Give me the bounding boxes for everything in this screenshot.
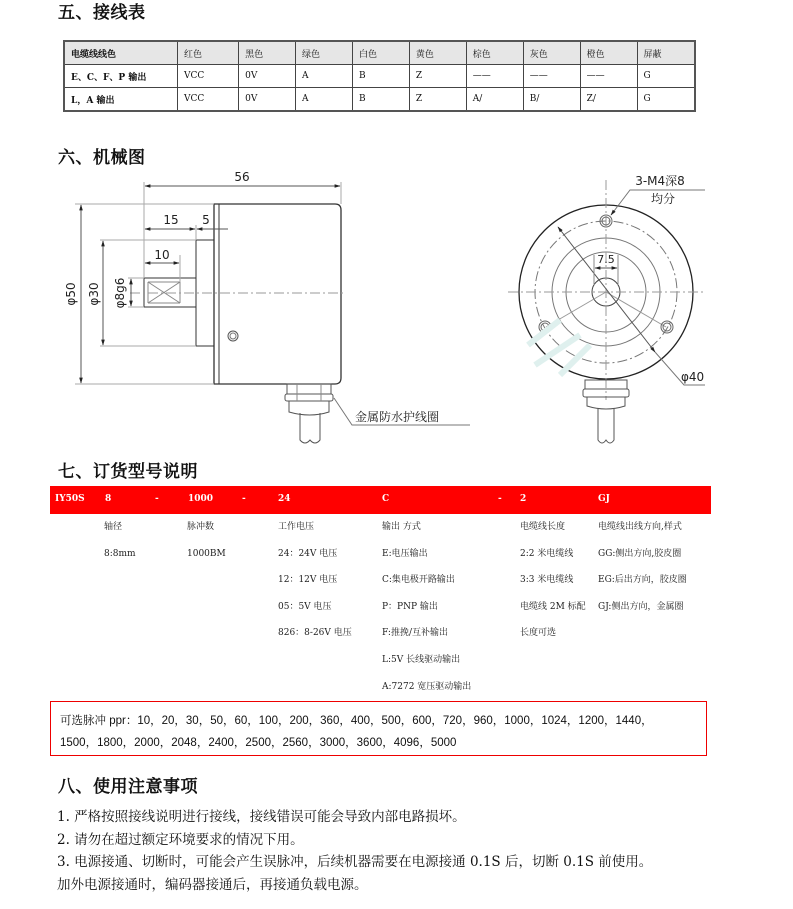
table-cell: 黄色 [409,41,466,65]
col-item: L:5V 长线驱动输出 [382,654,461,665]
col-item: 长度可选 [520,628,557,639]
table-cell: 电缆线线色 [64,41,178,65]
col-item: A:7272 宽压驱动输出 [382,681,472,692]
ppr-line: 可选脉冲 ppr：10，20，30，50，60，100，200，360，400，500，600，720，960，1000，1024，1200，1440， [60,715,653,727]
table-cell: 0V [239,65,296,88]
table-cell: Z/ [580,88,637,112]
holes-label: 3-M4深8 [635,174,685,188]
dim-flange: 5 [202,213,210,227]
table-cell: A [296,65,353,88]
table-header-row [64,41,695,65]
table-cell: 红色 [178,41,239,65]
table-cell: Z [409,65,466,88]
col-item: 电缆线出线方向,样式 [598,522,682,532]
col-ppr [187,514,226,567]
code-output: C [382,494,390,504]
col-item: 826：8-26V 电压 [278,628,352,639]
col-item: GG:侧出方向,胶皮圈 [598,548,682,559]
front-view-drawing [480,160,730,455]
order-code-bar [50,486,711,514]
dim-flat-length: 10 [154,248,170,262]
col-item: E:电压输出 [382,548,428,559]
table-cell: —— [523,65,580,88]
table-cell: B [352,65,409,88]
dim-body-dia: φ50 [64,282,78,306]
note-item: 1. 严格按照接线说明进行接线，接线错误可能会导致内部电路损坏。 [57,809,466,825]
dim-center: 7.5 [597,253,615,266]
code-model: IY50S [55,494,85,504]
ppr-options-box [50,701,707,756]
table-cell: B [352,88,409,112]
side-view-drawing [0,160,480,455]
col-item: 工作电压 [278,522,315,532]
table-row [64,88,695,112]
code-voltage: 24 [278,494,291,504]
section-title-wiring: 五、接线表 [58,3,146,23]
section-title-mechanical: 六、机械图 [58,148,146,168]
note-item: 加外电源接通时，编码器接通后，再接通负载电源。 [57,876,368,893]
table-cell: VCC [178,65,239,88]
col-item: 3:3 米电缆线 [520,575,574,586]
table-cell: G [637,65,695,88]
notes-list [57,806,652,896]
col-item: 12：12V 电压 [278,575,338,586]
dim-boss-dia: φ30 [87,282,101,306]
holes-sublabel: 均分 [650,192,676,206]
col-shaft [104,514,136,567]
col-item: 电缆线长度 [520,522,566,532]
dim-total-length: 56 [234,170,250,184]
table-cell: A/ [466,88,523,112]
table-cell: 0V [239,88,296,112]
table-cell: 黑色 [239,41,296,65]
table-cell: —— [580,65,637,88]
ppr-line: 1500，1800，2000，2048，2400，2500，2560，3000，3600，4096，5000 [60,737,457,749]
code-cable-length: 2 [520,494,527,504]
col-item: F:推挽/互补输出 [382,628,448,639]
col-item: 脉冲数 [187,522,215,532]
note-item: 3. 电源接通、切断时，可能会产生误脉冲，后续机器需要在电源接通 0.1S 后，切断 0.1S 前使用。 [57,854,653,870]
col-item: P：PNP 输出 [382,601,438,612]
dim-pcd: φ40 [681,370,705,384]
table-cell: 绿色 [296,41,353,65]
code-cable-dir: GJ [598,494,610,504]
table-cell: 灰色 [523,41,580,65]
col-cable-length [520,514,586,647]
section-title-notes: 八、使用注意事项 [58,777,198,797]
code-sep: - [155,494,159,504]
table-cell: VCC [178,88,239,112]
col-item: 05：5V 电压 [278,601,332,612]
code-sep: - [242,494,246,504]
col-item: 输出 方式 [382,522,421,532]
table-cell: E、C、F、P 输出 [64,65,178,88]
note-item: 2. 请勿在超过额定环境要求的情况下用。 [57,831,304,848]
col-voltage [278,514,352,647]
col-item: 2:2 米电缆线 [520,548,574,559]
col-output [382,514,471,700]
code-sep: - [498,494,502,504]
dim-shaft-length: 15 [163,213,179,227]
encoder-body [214,204,341,384]
table-row [64,65,695,88]
table-cell: 白色 [352,41,409,65]
col-item: GJ:侧出方向，金属圈 [598,601,684,612]
code-ppr: 1000 [188,494,214,504]
table-cell: B/ [523,88,580,112]
table-cell: L，A 输出 [64,88,178,112]
col-item: 8:8mm [104,548,136,559]
table-cell: A [296,88,353,112]
col-item: 1000BM [187,548,226,559]
table-cell: —— [466,65,523,88]
code-shaft: 8 [105,494,112,504]
table-cell: 棕色 [466,41,523,65]
wiring-table [63,40,696,112]
col-item: 24：24V 电压 [278,548,338,559]
col-item: 轴径 [104,522,123,532]
table-cell: G [637,88,695,112]
col-item: C:集电极开路输出 [382,575,455,586]
gland-label: 金属防水护线圈 [355,410,440,424]
col-item: 电缆线 2M 标配 [520,601,586,612]
table-cell: 屏蔽 [637,41,695,65]
table-cell: 橙色 [580,41,637,65]
section-title-order: 七、订货型号说明 [58,462,198,482]
dim-shaft-dia: φ8g6 [113,277,127,309]
col-cable-dir [598,514,687,620]
table-cell: Z [409,88,466,112]
col-item: EG:后出方向，胶皮圈 [598,575,687,586]
